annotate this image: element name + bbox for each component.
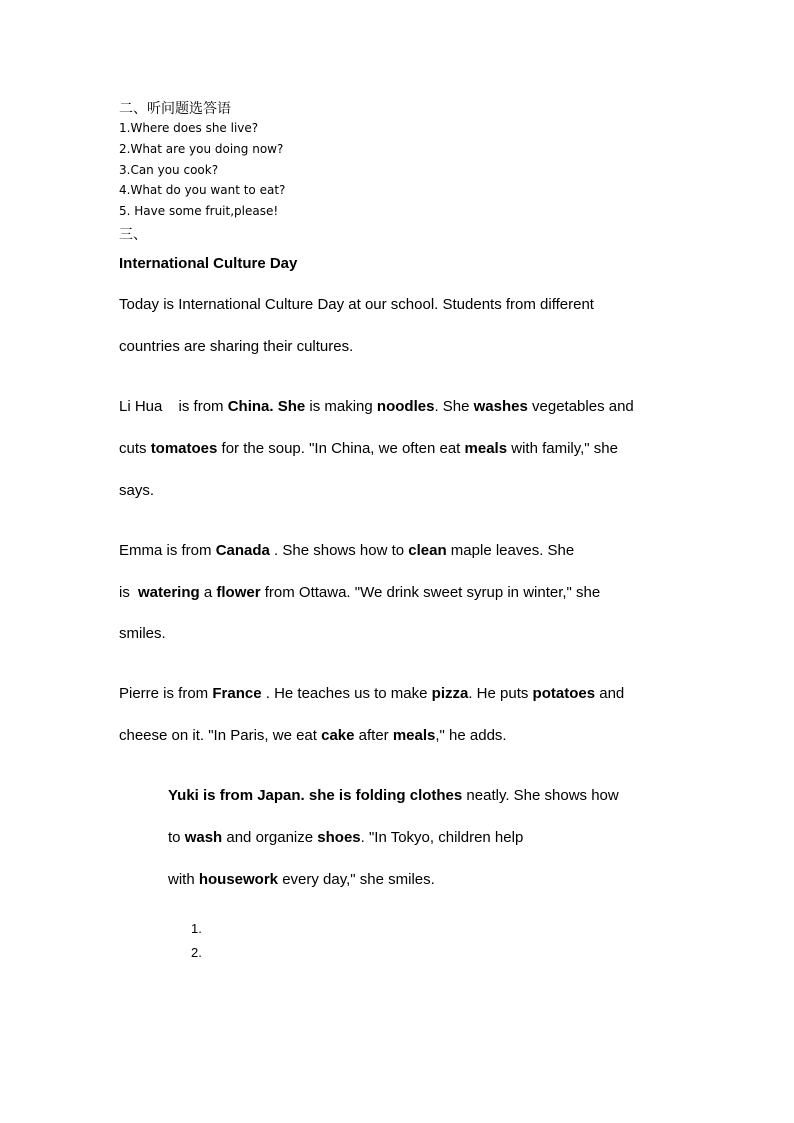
section3-heading: 三、 [119,227,147,243]
text: and [595,685,625,702]
question-5: 5. Have some fruit,please! [119,204,279,218]
keyword: potatoes [532,685,596,702]
text: maple leaves. She [446,542,575,559]
para2-line-3 [119,625,166,642]
keyword: cake [321,727,355,744]
keyword: Canada [215,542,270,559]
text: . "In Tokyo, children help [360,829,524,846]
intro-line-1: Today is International Culture Day at our school. Students from different [119,296,594,313]
keyword: shoes [317,829,361,846]
keyword: France [212,685,262,702]
text: is making [305,398,377,415]
para4-line-2 [168,829,523,846]
keyword: meals [464,440,508,457]
text: smiles. [119,625,166,642]
keyword: meals [392,727,436,744]
para2-line-1 [119,542,574,559]
para3-line-1 [119,685,624,702]
keyword: pizza [431,685,469,702]
text: and organize [222,829,318,846]
text: from Ottawa. "We drink sweet syrup in winter," she [260,584,601,601]
text: ," he adds. [435,727,507,744]
para1-line-2 [119,440,618,457]
text: after [354,727,393,744]
text: a [199,584,217,601]
keyword: flower [216,584,261,601]
text: neatly. She shows how [462,787,619,804]
keyword: clean [408,542,447,559]
text: vegetables and [527,398,634,415]
text: with family," she [507,440,618,457]
text: says. [119,482,155,499]
question-1: 1.Where does she live? [119,121,259,135]
keyword: watering [138,584,200,601]
text: every day," she smiles. [278,871,435,888]
question-2: 2.What are you doing now? [119,142,284,156]
text: Pierre is from [119,685,213,702]
keyword: noodles [376,398,435,415]
para2-line-2 [119,584,600,601]
text: is from [174,398,228,415]
text: Li Hua [119,398,163,415]
text: cheese on it. "In Paris, we eat [119,727,322,744]
keyword: housework [198,871,279,888]
text: is [119,584,134,601]
para4-line-3 [168,871,435,888]
text: with [168,871,199,888]
question-3: 3.Can you cook? [119,163,219,177]
question-4: 4.What do you want to eat? [119,183,286,197]
text: . He teaches us to make [261,685,432,702]
text: . She shows how to [269,542,409,559]
para1-line-1 [119,398,634,415]
text: to [168,829,185,846]
section2-heading: 二、听问题选答语 [119,101,231,117]
intro-line-2: countries are sharing their cultures. [119,338,354,355]
text: . He puts [468,685,533,702]
text: cuts [119,440,151,457]
para1-line-3 [119,482,154,499]
list-item-1: 1. [191,921,202,936]
para4-line-1 [168,787,619,804]
para3-line-2 [119,727,507,744]
keyword: wash [184,829,223,846]
text: . She [434,398,474,415]
keyword: tomatoes [150,440,218,457]
text: for the soup. "In China, we often eat [217,440,465,457]
keyword: washes [473,398,528,415]
keyword: Yuki is from Japan. she is folding clothes [168,787,463,804]
article-title: International Culture Day [119,255,298,272]
list-item-2: 2. [191,945,202,960]
keyword: China. She [227,398,306,415]
text: Emma is from [119,542,216,559]
